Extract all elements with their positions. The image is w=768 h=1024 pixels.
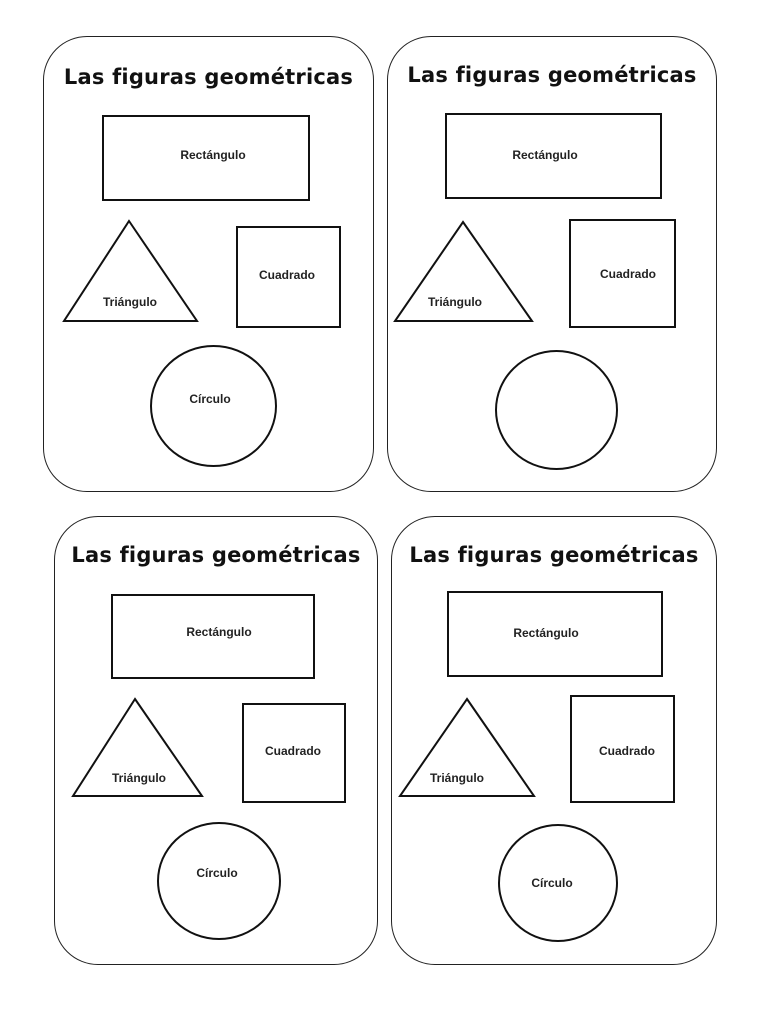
circle-shape (495, 350, 618, 470)
triangle-label: Triángulo (103, 295, 157, 309)
rectangle-label: Rectángulo (180, 148, 246, 162)
square-label: Cuadrado (599, 267, 657, 281)
circle-shape (157, 822, 281, 940)
circle-shape (150, 345, 277, 467)
rectangle-label: Rectángulo (513, 626, 579, 640)
card-title: Las figuras geométricas (71, 543, 361, 567)
triangle-label: Triángulo (430, 771, 484, 785)
circle-label: Círculo (189, 392, 231, 406)
circle-label: Círculo (196, 866, 238, 880)
triangle-label: Triángulo (428, 295, 482, 309)
card-top-right (387, 36, 717, 492)
rectangle-label: Rectángulo (186, 625, 252, 639)
card-top-left (43, 36, 374, 492)
card-bottom-right (391, 516, 717, 965)
card-title: Las figuras geométricas (63, 65, 354, 89)
square-label: Cuadrado (598, 744, 656, 758)
triangle-label: Triángulo (112, 771, 166, 785)
card-title: Las figuras geométricas (407, 63, 697, 87)
square-label: Cuadrado (264, 744, 322, 758)
card-bottom-left (54, 516, 378, 965)
square-label: Cuadrado (258, 268, 316, 282)
card-title: Las figuras geométricas (409, 543, 699, 567)
rectangle-label: Rectángulo (512, 148, 578, 162)
circle-label: Círculo (531, 876, 573, 890)
